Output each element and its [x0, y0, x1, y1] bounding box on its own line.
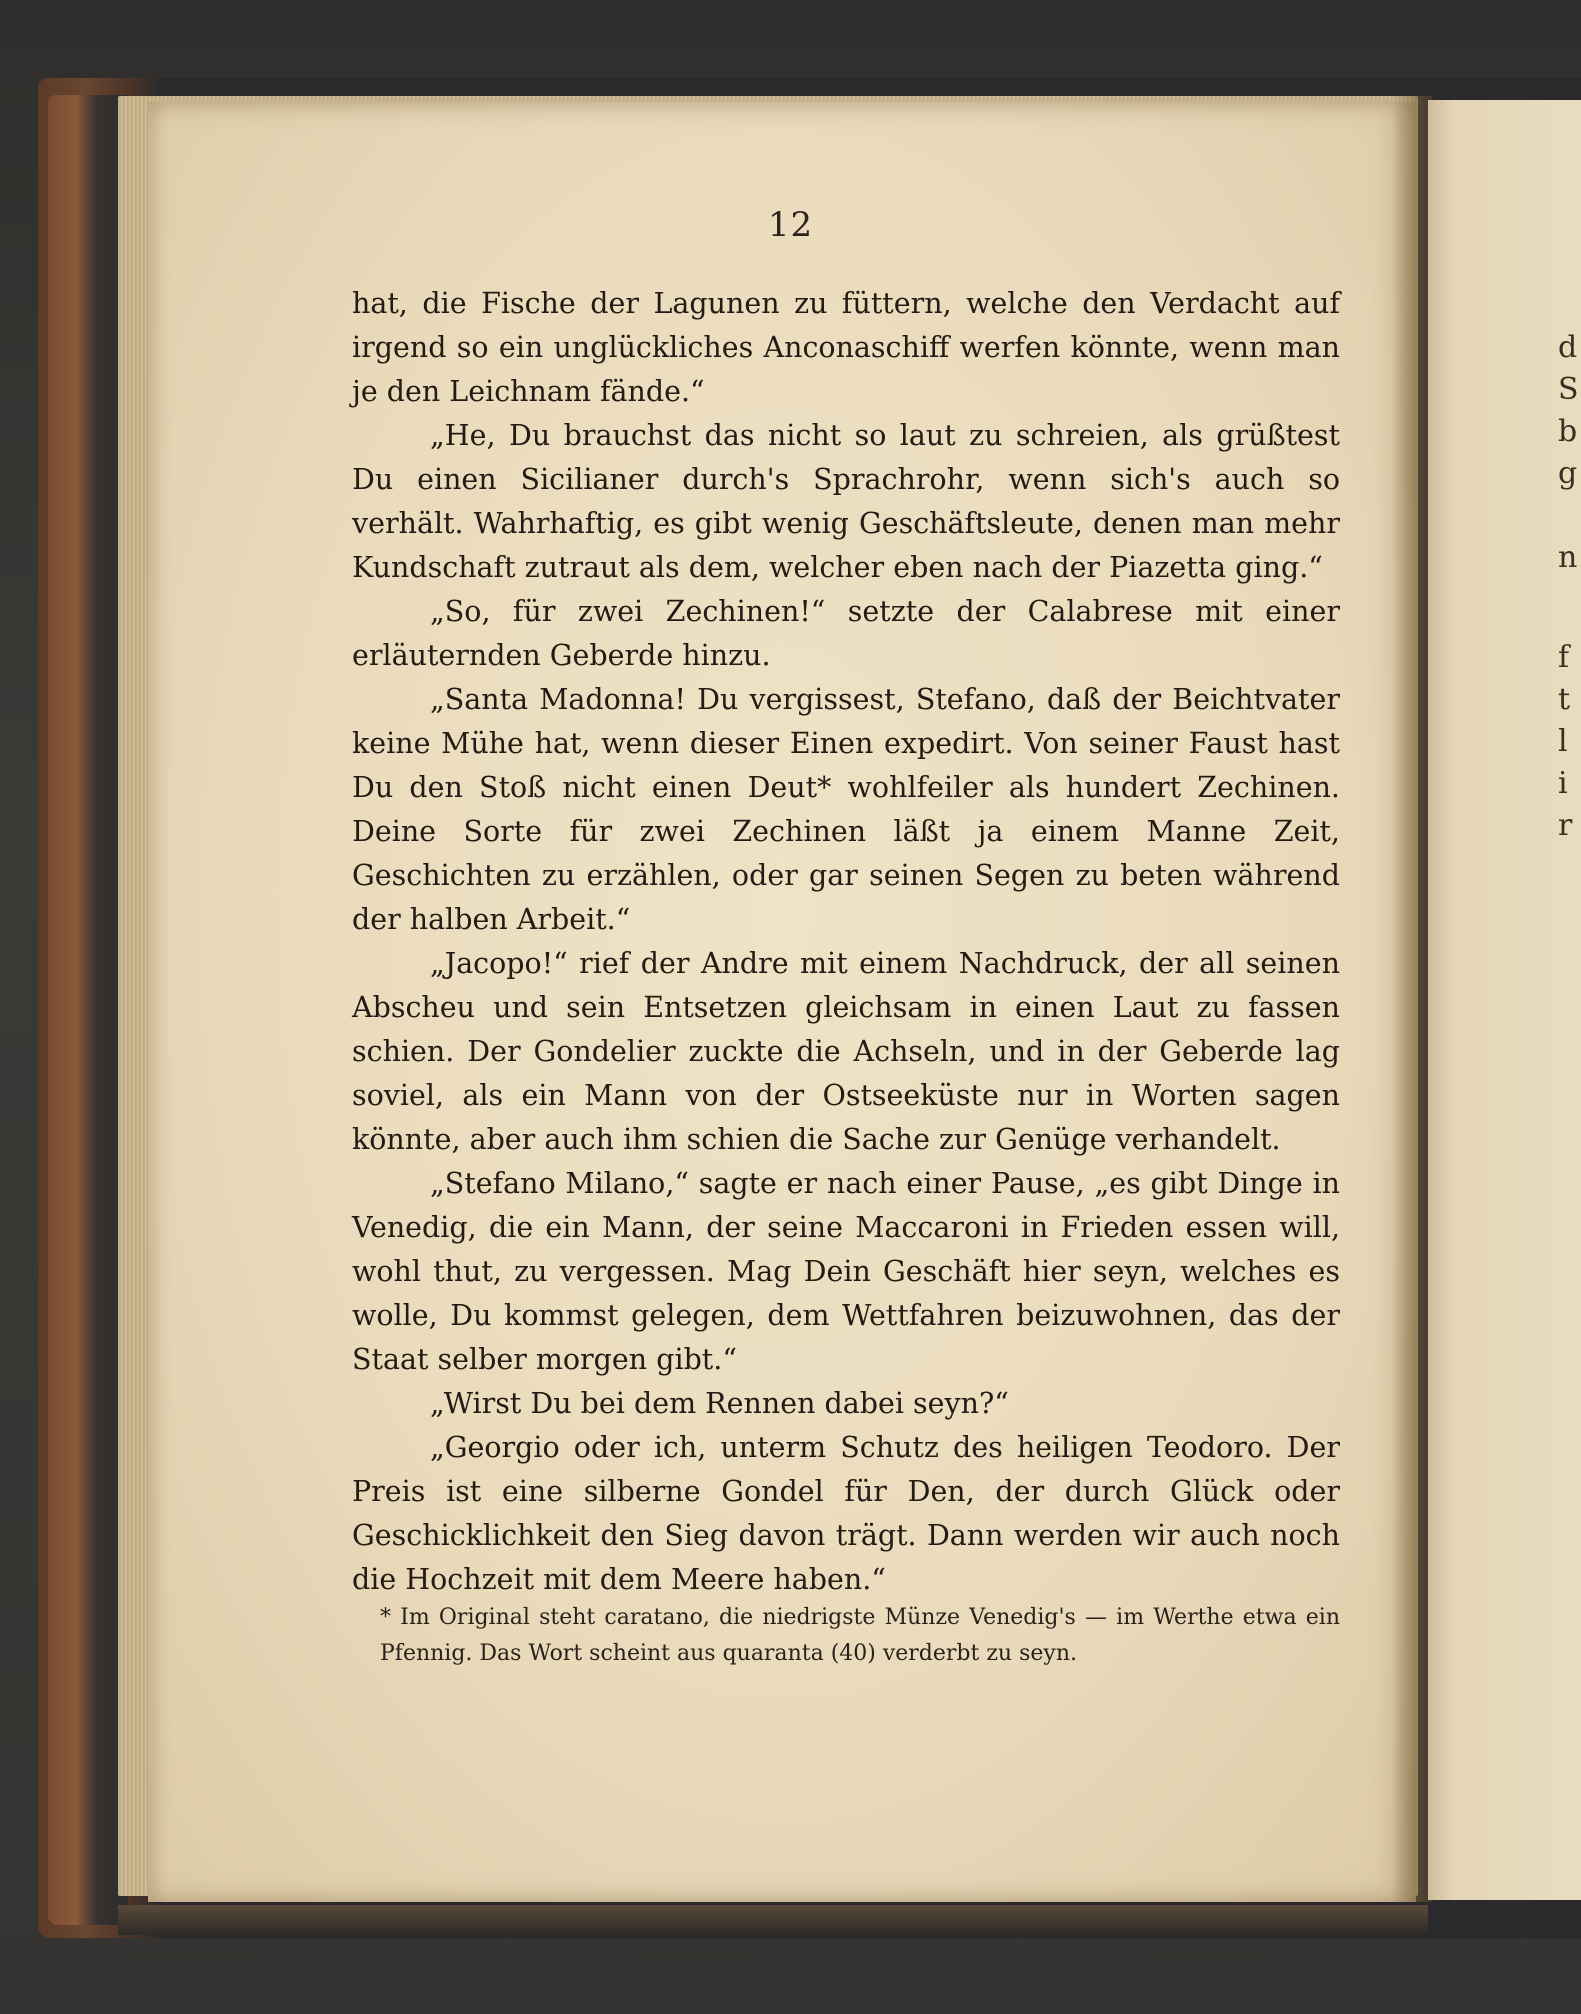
paragraph: „Jacopo!“ rief der Andre mit einem Nachdruck, der all seinen Abscheu und sein Entsetzen gleichsam in einen Laut zu fassen schien. Der Gondelier zuckte die Achseln, und in der Geberde lag soviel, als ein Mann von der Ostseeküste nur in Worten sagen könnte, aber auch ihm schien die Sache zur Genüge verhandelt. [352, 947, 1340, 1156]
paragraph: hat, die Fische der Lagunen zu füttern, welche den Verdacht auf irgend so ein unglückliches Anconaschiff werfen könnte, wenn man je den Leichnam fände.“ [352, 287, 1340, 408]
next-page-fragment: b [1558, 414, 1578, 449]
paragraph: „Georgio oder ich, unterm Schutz des heiligen Teodoro. Der Preis ist eine silberne Gondel für Den, der durch Glück oder Geschicklichkeit den Sieg davon trägt. Dann werden wir auch noch die Hochzeit mit dem Meere haben.“ [352, 1431, 1340, 1596]
next-page-fragment: n [1558, 540, 1578, 575]
next-page-fragment: i [1558, 766, 1568, 801]
page-number: 12 [767, 205, 814, 245]
footnote: * Im Original steht caratano, die niedrigste Münze Venedig's — im Werthe etwa ein Pfennig. Das Wort scheint aus quaranta (40) verderbt zu seyn. [380, 1605, 1340, 1666]
paragraph: „Wirst Du bei dem Rennen dabei seyn?“ [430, 1387, 1009, 1420]
body-text [352, 282, 1340, 1602]
paragraph: „He, Du brauchst das nicht so laut zu schreien, als grüßtest Du einen Sicilianer durch's Sprachrohr, wenn sich's auch so verhält. Wahrhaftig, es gibt wenig Geschäftsleute, denen man mehr Kundschaft zutraut als dem, welcher eben nach der Piazetta ging.“ [352, 419, 1340, 584]
right-page-edge [1428, 100, 1581, 1900]
next-page-fragment: g [1558, 456, 1578, 491]
next-page-fragment: S [1558, 372, 1579, 407]
paragraph: „So, für zwei Zechinen!“ setzte der Calabrese mit einer erläuternden Geberde hinzu. [352, 595, 1340, 672]
next-page-fragment: t [1558, 682, 1571, 717]
paragraph: „Stefano Milano,“ sagte er nach einer Pause, „es gibt Dinge in Venedig, die ein Mann, der seine Maccaroni in Frieden essen will, wohl thut, zu vergessen. Mag Dein Geschäft hier seyn, welches es wolle, Du kommst gelegen, dem Wettfahren beizuwohnen, das der Staat selber morgen gibt.“ [352, 1167, 1340, 1376]
next-page-fragment: f [1558, 640, 1570, 675]
next-page-fragment: r [1558, 808, 1573, 843]
page-gutter [1392, 96, 1432, 1902]
book-bottom-edge [118, 1905, 1428, 1935]
next-page-fragment: d [1558, 330, 1578, 365]
paragraph: „Santa Madonna! Du vergissest, Stefano, daß der Beichtvater keine Mühe hat, wenn dieser Einen expedirt. Von seiner Faust hast Du den Stoß nicht einen Deut* wohlfeiler als hundert Zechinen. Deine Sorte für zwei Zechinen läßt ja einem Manne Zeit, Geschichten zu erzählen, oder gar seinen Segen zu beten während der halben Arbeit.“ [352, 683, 1340, 936]
book-spine-edge [48, 95, 128, 1925]
next-page-fragment: l [1558, 724, 1568, 759]
